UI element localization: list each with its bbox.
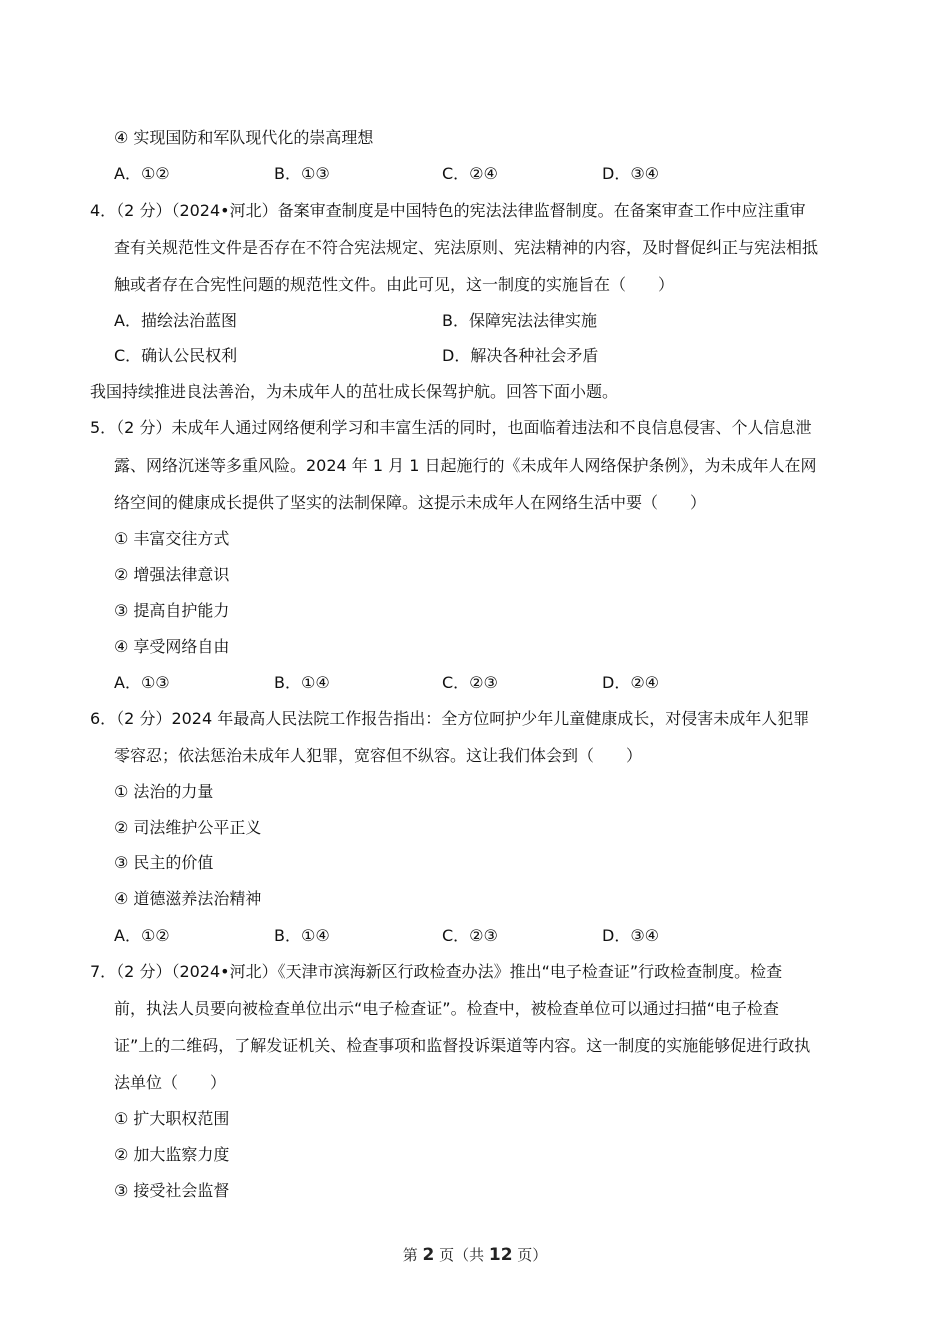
text-line: 露、网络沉迷等多重风险。2024 年 1 月 1 日起施行的《未成年人网络保护条例》，为未成年人在网	[114, 456, 817, 475]
answer-option: D．②④	[602, 673, 660, 692]
answer-option: C．确认公民权利	[114, 346, 238, 365]
footer-suffix: 页）	[512, 1246, 548, 1264]
text-line: 证”上的二维码，了解发证机关、检查事项和监督投诉渠道等内容。这一制度的实施能够促进行政执	[114, 1036, 811, 1055]
total-page-number: 12	[488, 1245, 513, 1265]
answer-option: B．保障宪法法律实施	[442, 311, 597, 330]
text-line: 络空间的健康成长提供了坚实的法制保障。这提示未成年人在网络生活中要（ ）	[114, 493, 707, 512]
text-line: 4．（2 分）（2024•河北）备案审查制度是中国特色的宪法法律监督制度。在备案审查工作中应注重审	[90, 201, 806, 220]
answer-option: B．①③	[274, 164, 330, 183]
text-line: 前，执法人员要向被检查单位出示“电子检查证”。检查中，被检查单位可以通过扫描“电子检查	[114, 999, 779, 1018]
footer-prefix: 第	[402, 1246, 423, 1264]
text-line: ① 扩大职权范围	[114, 1109, 230, 1128]
text-line: 5．（2 分）未成年人通过网络便利学习和丰富生活的同时，也面临着违法和不良信息侵害、个人信息泄	[90, 418, 812, 437]
answer-option: B．①④	[274, 926, 330, 945]
text-line: ② 加大监察力度	[114, 1145, 230, 1164]
text-line: 法单位（ ）	[114, 1073, 227, 1092]
answer-option: D．③④	[602, 926, 660, 945]
text-line: ③ 提高自护能力	[114, 601, 230, 620]
answer-option: A．①②	[114, 164, 170, 183]
answer-option: C．②③	[442, 926, 498, 945]
text-line: 零容忍；依法惩治未成年人犯罪，宽容但不纵容。这让我们体会到（ ）	[114, 746, 643, 765]
text-line: 6．（2 分）2024 年最高人民法院工作报告指出：全方位呵护少年儿童健康成长，对侵害未成年人犯罪	[90, 709, 810, 728]
text-line: ① 法治的力量	[114, 782, 214, 801]
answer-option: B．①④	[274, 673, 330, 692]
text-line: ③ 民主的价值	[114, 853, 214, 872]
page-footer	[0, 1244, 950, 1265]
text-line: ④ 实现国防和军队现代化的崇高理想	[114, 128, 374, 147]
text-line: ④ 享受网络自由	[114, 637, 230, 656]
text-line: 查有关规范性文件是否存在不符合宪法规定、宪法原则、宪法精神的内容，及时督促纠正与宪法相抵	[114, 238, 819, 257]
answer-option: A．①③	[114, 673, 170, 692]
answer-option: C．②④	[442, 164, 498, 183]
answer-option: D．③④	[602, 164, 660, 183]
answer-option: A．描绘法治蓝图	[114, 311, 237, 330]
text-line: 我国持续推进良法善治，为未成年人的茁壮成长保驾护航。回答下面小题。	[90, 382, 619, 401]
text-line: 7．（2 分）（2024•河北）《天津市滨海新区行政检查办法》推出“电子检查证”行政检查制度。检查	[90, 962, 783, 981]
text-line: ④ 道德滋养法治精神	[114, 889, 262, 908]
current-page-number: 2	[422, 1245, 435, 1265]
answer-option: C．②③	[442, 673, 498, 692]
text-line: ① 丰富交往方式	[114, 529, 230, 548]
answer-option: D．解决各种社会矛盾	[442, 346, 599, 365]
answer-option: A．①②	[114, 926, 170, 945]
text-line: 触或者存在合宪性问题的规范性文件。由此可见，这一制度的实施旨在（ ）	[114, 275, 675, 294]
text-line: ② 增强法律意识	[114, 565, 230, 584]
text-line: ③ 接受社会监督	[114, 1181, 230, 1200]
footer-middle: 页（共	[434, 1246, 489, 1264]
text-line: ② 司法维护公平正义	[114, 818, 262, 837]
